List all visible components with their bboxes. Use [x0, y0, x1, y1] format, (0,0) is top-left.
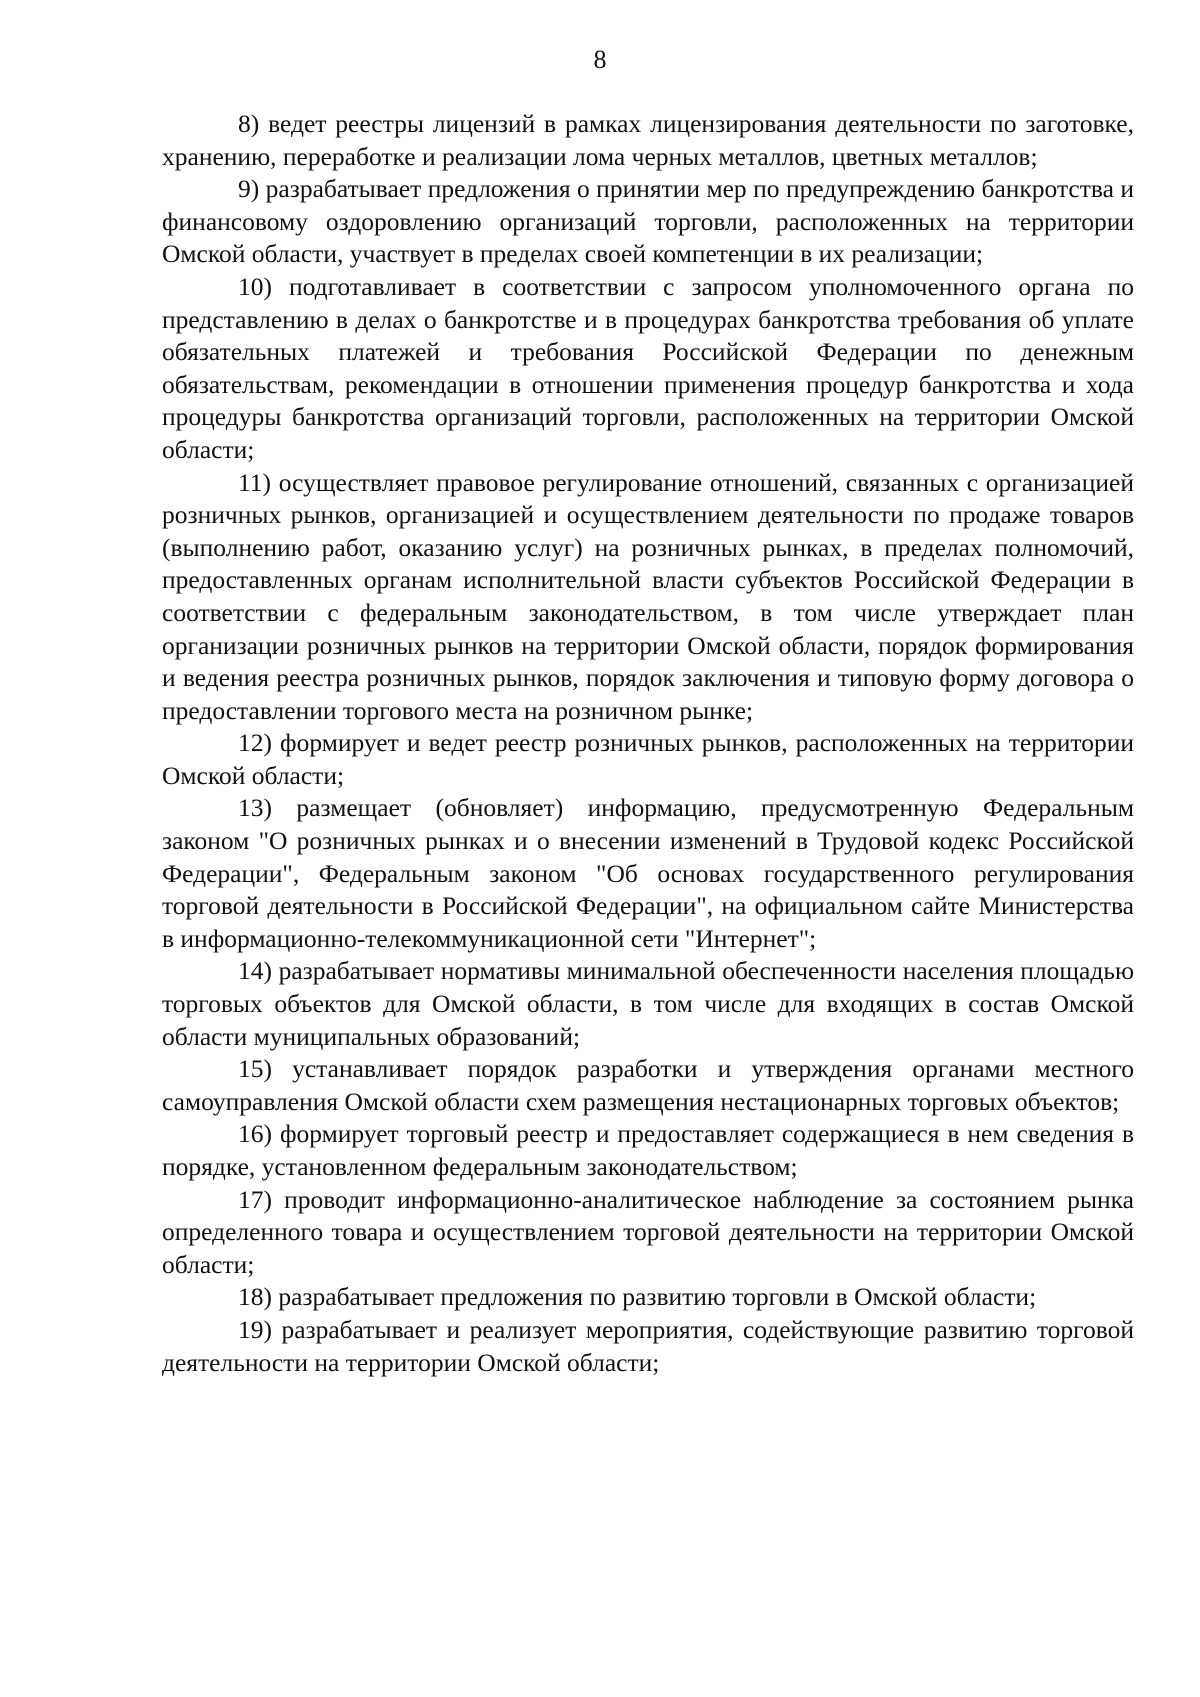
- document-body: [162, 108, 1134, 1379]
- list-item: 11) осуществляет правовое регулирование отношений, связанных с организацией розничных рынков, организацией и осуществлением деятельности по продаже товаров (выполнению работ, оказанию услуг) на розничных рынках, в пределах полномочий, предоставленных органам исполнительной власти субъектов Российской Федерации в соответствии с федеральным законодательством, в том числе утверждает план организации розничных рынков на территории Омской области, порядок формирования и ведения реестра розничных рынков, порядок заключения и типовую форму договора о предоставлении торгового места на розничном рынке;: [162, 467, 1134, 725]
- list-item: 18) разрабатывает предложения по развитию торговли в Омской области;: [238, 1282, 1037, 1312]
- list-item: 12) формирует и ведет реестр розничных рынков, расположенных на территории Омской области;: [162, 728, 1134, 790]
- list-item: 8) ведет реестры лицензий в рамках лицензирования деятельности по заготовке, хранению, переработке и реализации лома черных металлов, цветных металлов;: [162, 109, 1134, 171]
- list-item: 19) разрабатывает и реализует мероприятия, содействующие развитию торговой деятельности на территории Омской области;: [162, 1314, 1134, 1377]
- list-item: 9) разрабатывает предложения о принятии мер по предупреждению банкротства и финансовому оздоровлению организаций торговли, расположенных на территории Омской области, участвует в пределах своей компетенции в их реализации;: [162, 174, 1134, 269]
- list-item: 14) разрабатывает нормативы минимальной обеспеченности населения площадью торговых объектов для Омской области, в том числе для входящих в состав Омской области муниципальных образований;: [162, 956, 1134, 1051]
- list-item: 17) проводит информационно-аналитическое наблюдение за состоянием рынка определенного товара и осуществлением торговой деятельности на территории Омской области;: [162, 1184, 1134, 1279]
- list-item: 13) размещает (обновляет) информацию, предусмотренную Федеральным законом "О розничных рынках и о внесении изменений в Трудовой кодекс Российской Федерации", Федеральным законом "Об основах государственного регулирования торговой деятельности в Российской Федерации", на официальном сайте Министерства в информационно-телекоммуникационной сети "Интернет";: [162, 793, 1134, 953]
- page-number: 8: [593, 45, 607, 74]
- list-item: 10) подготавливает в соответствии с запросом уполномоченного органа по представлению в делах о банкротстве и в процедурах банкротства требования об уплате обязательных платежей и требования Российской Федерации по денежным обязательствам, рекомендации в отношении применения процедур банкротства и хода процедуры банкротства организаций торговли, расположенных на территории Омской области;: [162, 271, 1134, 464]
- list-item: 16) формирует торговый реестр и предоставляет содержащиеся в нем сведения в порядке, установленном федеральным законодательством;: [162, 1119, 1134, 1181]
- list-item: 15) устанавливает порядок разработки и утверждения органами местного самоуправления Омской области схем размещения нестационарных торговых объектов;: [162, 1054, 1134, 1116]
